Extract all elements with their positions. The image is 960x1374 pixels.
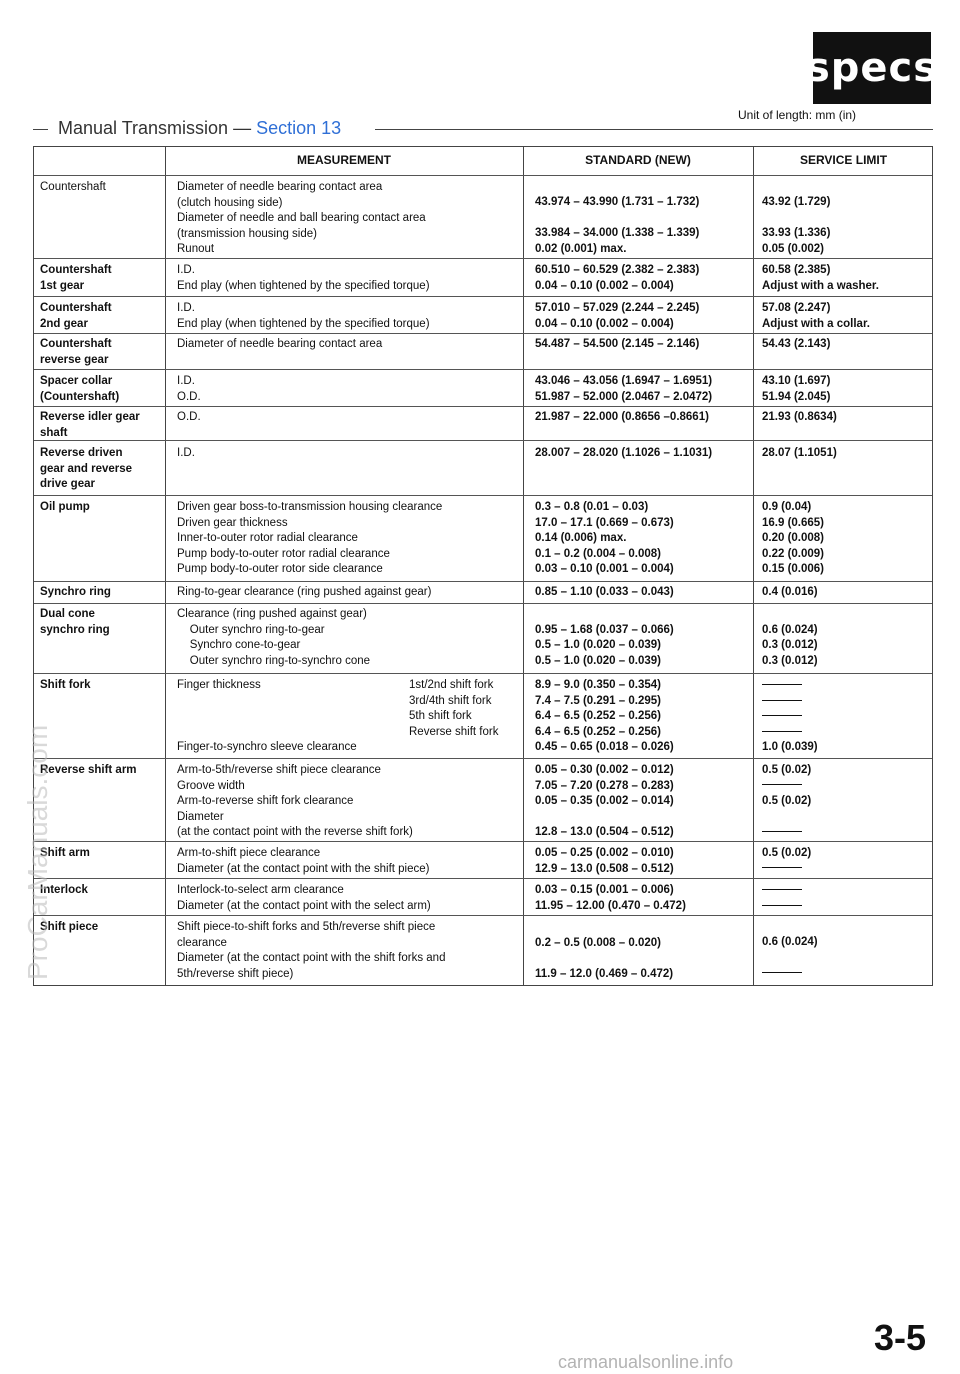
header-rule [34, 175, 932, 176]
measurement-text: I.D. End play (when tightened by the specified torque) [177, 264, 430, 292]
measurement-text: I.D. O.D. [177, 375, 201, 403]
part-name: Countershaft reverse gear [40, 338, 112, 366]
part-name: Oil pump [40, 501, 90, 513]
part-name: Reverse driven gear and reverse drive gear [40, 447, 133, 490]
row-rule [34, 841, 932, 842]
no-limit-mark [762, 825, 802, 841]
part-name: Reverse idler gear shaft [40, 411, 140, 439]
standard-value: 0.2 – 0.5 (0.008 – 0.020) 11.9 – 12.0 (0.469 – 0.472) [535, 936, 674, 980]
part-name: Countershaft [40, 181, 106, 193]
row-rule [34, 406, 932, 407]
limit-value: 0.6 (0.024) [762, 936, 818, 948]
header-title: Manual Transmission [58, 118, 229, 138]
no-limit-mark [762, 778, 802, 794]
measurement-text: Diameter of needle bearing contact area [177, 338, 383, 350]
row-rule [34, 673, 932, 674]
limit-value: 43.10 (1.697) 51.94 (2.045) [762, 375, 831, 403]
row-rule [34, 296, 932, 297]
row-rule [34, 333, 932, 334]
measurement-text: O.D. [177, 411, 201, 423]
part-name: Shift piece [40, 921, 99, 933]
spec-table [33, 146, 933, 986]
col-header-measurement: MEASUREMENT [296, 153, 391, 167]
part-name: Shift arm [40, 847, 90, 859]
row-rule [34, 440, 932, 441]
standard-value: 21.987 – 22.000 (0.8656 –0.8661) [535, 411, 709, 423]
header-rule-right [375, 129, 933, 130]
unit-note: Unit of length: mm (in) [738, 108, 857, 122]
no-limit-mark [762, 861, 802, 877]
limit-value: 54.43 (2.143) [762, 338, 831, 350]
standard-value: 0.95 – 1.68 (0.037 – 0.066) 0.5 – 1.0 (0.020 – 0.039) 0.5 – 1.0 (0.020 – 0.039) [535, 623, 674, 667]
col-header-limit: SERVICE LIMIT [799, 153, 888, 167]
standard-value: 8.9 – 9.0 (0.350 – 0.354) 7.4 – 7.5 (0.291 – 0.295) 6.4 – 6.5 (0.252 – 0.256) 6.4 – 6.5 (0.252 – 0.256) 0.45 – 0.65 (0.018 – 0.026) [535, 679, 674, 753]
limit-value: 28.07 (1.1051) [762, 447, 837, 459]
measurement-text: Shift piece-to-shift forks and 5th/reverse shift piece clearance Diameter (at the contact point with the shift forks and 5th/reverse shift piece) [177, 921, 446, 980]
side-watermark: ProCarManuals.com [22, 724, 53, 980]
part-name: Reverse shift arm [40, 764, 137, 776]
measurement-text: I.D. End play (when tightened by the specified torque) [177, 302, 430, 330]
no-limit-mark [762, 966, 802, 982]
part-name: Synchro ring [40, 586, 111, 598]
part-name: Spacer collar (Countershaft) [40, 375, 120, 403]
part-name: Countershaft 1st gear [40, 264, 112, 292]
header-dash: — [233, 118, 252, 138]
row-rule [34, 581, 932, 582]
part-name: Interlock [40, 884, 88, 896]
shift-fork-list: 1st/2nd shift fork 3rd/4th shift fork 5th shift fork Reverse shift fork [409, 679, 499, 738]
row-rule [34, 603, 932, 604]
standard-value: 43.974 – 43.990 (1.731 – 1.732) 33.984 – 34.000 (1.338 – 1.339) 0.02 (0.001) max. [535, 196, 700, 255]
measurement-text: Clearance (ring pushed against gear) Outer synchro ring-to-gear Synchro cone-to-gear Outer synchro ring-to-synchro cone [177, 608, 371, 667]
no-limit-marks [762, 678, 802, 740]
measurement-text: Arm-to-5th/reverse shift piece clearance Groove width Arm-to-reverse shift fork clearance Diameter (at the contact point with the reverse shift fork) [177, 764, 413, 838]
row-rule [34, 495, 932, 496]
row-rule [34, 369, 932, 370]
measurement-text: Diameter of needle bearing contact area (clutch housing side) Diameter of needle and ball bearing contact area (transmission housing side) Runout [177, 181, 426, 255]
row-rule [34, 258, 932, 259]
standard-value: 57.010 – 57.029 (2.244 – 2.245) 0.04 – 0.10 (0.002 – 0.004) [535, 302, 700, 330]
limit-value: 0.5 (0.02) [762, 764, 812, 776]
no-limit-marks [762, 883, 802, 914]
footer-watermark[interactable]: carmanualsonline.info [558, 1352, 734, 1372]
standard-value: 43.046 – 43.056 (1.6947 – 1.6951) 51.987 – 52.000 (2.0467 – 2.0472) [535, 375, 713, 403]
limit-value: 1.0 (0.039) [762, 741, 818, 753]
col-header-standard: STANDARD (NEW) [585, 153, 691, 167]
standard-value: 0.05 – 0.30 (0.002 – 0.012) 7.05 – 7.20 (0.278 – 0.283) 0.05 – 0.35 (0.002 – 0.014) 12.8 – 13.0 (0.504 – 0.512) [535, 764, 674, 838]
measurement-text: Driven gear boss-to-transmission housing clearance Driven gear thickness Inner-to-outer rotor radial clearance Pump body-to-outer rotor radial clearance Pump body-to-outer rotor side clearance [177, 501, 443, 575]
limit-value: 60.58 (2.385) Adjust with a washer. [762, 264, 879, 292]
limit-value: 57.08 (2.247) Adjust with a collar. [762, 302, 870, 330]
measurement-text: Interlock-to-select arm clearance Diameter (at the contact point with the select arm) [177, 884, 431, 912]
part-name: Dual cone synchro ring [40, 608, 110, 636]
col-divider [165, 147, 166, 985]
measurement-text: Arm-to-shift piece clearance Diameter (at the contact point with the shift piece) [177, 847, 430, 875]
measurement-text: Finger thickness Finger-to-synchro sleeve clearance [177, 679, 357, 753]
limit-value: 0.5 (0.02) [762, 795, 812, 807]
measurement-text: Ring-to-gear clearance (ring pushed against gear) [177, 586, 432, 598]
limit-value: 0.6 (0.024) 0.3 (0.012) 0.3 (0.012) [762, 623, 818, 667]
section-header [58, 118, 341, 139]
standard-value: 0.05 – 0.25 (0.002 – 0.010) 12.9 – 13.0 (0.508 – 0.512) [535, 847, 674, 875]
standard-value: 54.487 – 54.500 (2.145 – 2.146) [535, 338, 700, 350]
row-rule [34, 878, 932, 879]
col-divider [523, 147, 524, 985]
header-rule-left [33, 129, 48, 130]
section-link[interactable]: Section 13 [256, 118, 342, 138]
part-name: Countershaft 2nd gear [40, 302, 112, 330]
limit-value: 0.4 (0.016) [762, 586, 818, 598]
standard-value: 0.3 – 0.8 (0.01 – 0.03) 17.0 – 17.1 (0.669 – 0.673) 0.14 (0.006) max. 0.1 – 0.2 (0.004 – 0.008) 0.03 – 0.10 (0.001 – 0.004) [535, 501, 674, 575]
measurement-text: I.D. [177, 447, 195, 459]
specs-badge: specs [813, 32, 931, 104]
limit-value: 43.92 (1.729) 33.93 (1.336) 0.05 (0.002) [762, 196, 831, 255]
standard-value: 60.510 – 60.529 (2.382 – 2.383) 0.04 – 0.10 (0.002 – 0.004) [535, 264, 700, 292]
page-number: 3-5 [874, 1317, 927, 1358]
standard-value: 0.03 – 0.15 (0.001 – 0.006) 11.95 – 12.00 (0.470 – 0.472) [535, 884, 686, 912]
limit-value: 0.5 (0.02) [762, 847, 812, 859]
standard-value: 28.007 – 28.020 (1.1026 – 1.1031) [535, 447, 713, 459]
part-name: Shift fork [40, 679, 91, 691]
col-divider [753, 147, 754, 985]
limit-value: 0.9 (0.04) 16.9 (0.665) 0.20 (0.008) 0.22 (0.009) 0.15 (0.006) [762, 501, 825, 575]
limit-value: 21.93 (0.8634) [762, 411, 837, 423]
row-rule [34, 758, 932, 759]
standard-value: 0.85 – 1.10 (0.033 – 0.043) [535, 586, 674, 598]
row-rule [34, 915, 932, 916]
